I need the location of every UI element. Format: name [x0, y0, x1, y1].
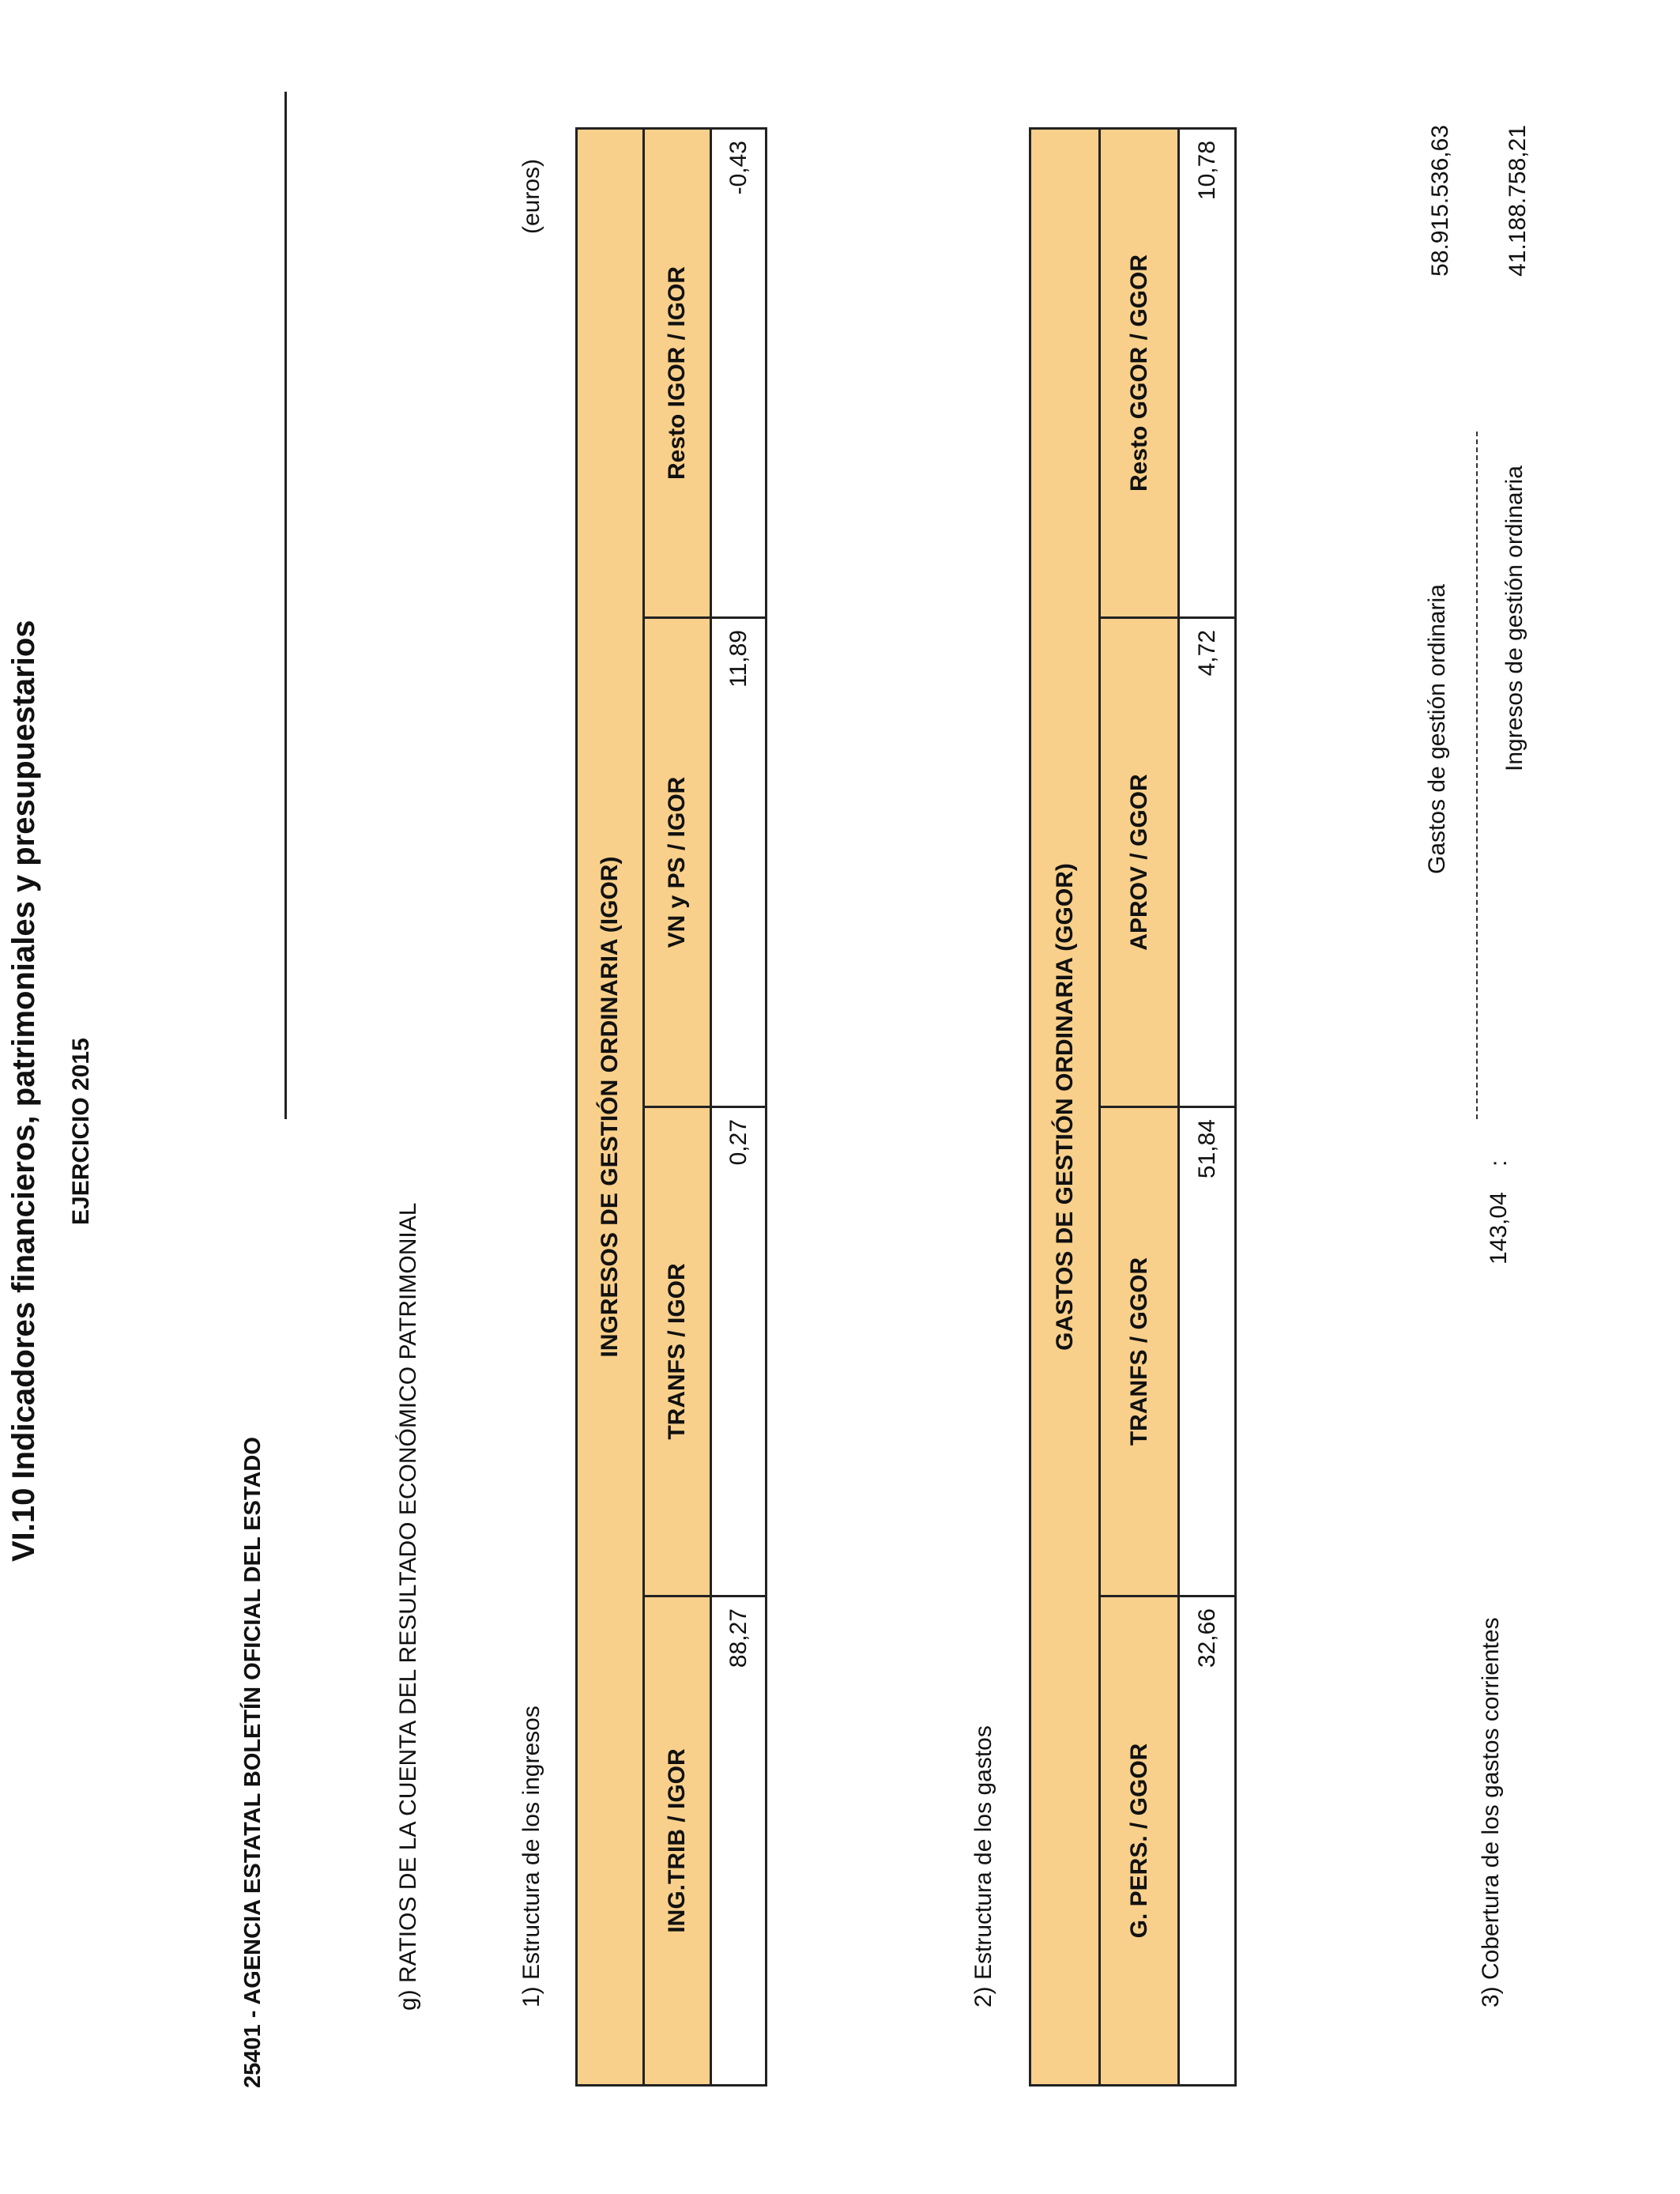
cobertura-label: 3) Cobertura de los gastos corrientes	[1478, 1617, 1504, 2007]
fraction-line	[1476, 432, 1478, 1119]
gastos-label: 2) Estructura de los gastos	[970, 1725, 996, 2007]
cobertura-separator: :	[1486, 1159, 1512, 1167]
page-subtitle: EJERCICIO 2015	[68, 1038, 94, 1225]
ingresos-col-header: Resto IGOR / IGOR	[644, 129, 711, 618]
ingresos-ratio-table	[575, 127, 767, 2087]
gastos-value: 32,66	[1179, 1596, 1236, 2086]
gastos-col-header: TRANFS / GGOR	[1100, 1107, 1179, 1596]
ingresos-col-header: ING.TRIB / IGOR	[644, 1596, 711, 2086]
ingresos-group-header: INGRESOS DE GESTIÓN ORDINARIA (IGOR)	[577, 129, 644, 2086]
ingresos-value: -0,43	[711, 129, 767, 618]
gastos-col-header: Resto GGOR / GGOR	[1100, 128, 1179, 617]
entity-name: 25401 - AGENCIA ESTATAL BOLETÍN OFICIAL DEL ESTADO	[240, 1437, 266, 2088]
ingresos-label: 1) Estructura de los ingresos	[518, 1706, 544, 2007]
gastos-value: 10,78	[1179, 128, 1236, 617]
ingresos-col-header: TRANFS / IGOR	[644, 1107, 711, 1596]
header-rule	[284, 92, 287, 1119]
ingresos-value: 11,89	[711, 618, 767, 1107]
gastos-value: 51,84	[1179, 1107, 1236, 1596]
ingresos-value: 88,27	[711, 1596, 767, 2086]
section-heading: g) RATIOS DE LA CUENTA DEL RESULTADO ECONÓMICO PATRIMONIAL	[395, 1202, 421, 2011]
gastos-ratio-table	[1029, 127, 1237, 2087]
gastos-col-header: APROV / GGOR	[1100, 618, 1179, 1107]
cobertura-denominator-label: Ingresos de gestión ordinaria	[1501, 466, 1527, 771]
currency-note: (euros)	[518, 158, 544, 234]
cobertura-value: 143,04	[1486, 1192, 1512, 1265]
cobertura-denominator-value: 41.188.758,21	[1505, 125, 1531, 277]
page-title: VI.10 Indicadores financieros, patrimoniales y presupuestarios	[6, 620, 41, 1562]
cobertura-numerator-label: Gastos de gestión ordinaria	[1424, 584, 1450, 874]
gastos-value: 4,72	[1179, 618, 1236, 1107]
gastos-group-header: GASTOS DE GESTIÓN ORDINARIA (GGOR)	[1030, 128, 1100, 2085]
ingresos-value: 0,27	[711, 1107, 767, 1596]
cobertura-numerator-value: 58.915.536,63	[1427, 125, 1453, 277]
gastos-col-header: G. PERS. / GGOR	[1100, 1596, 1179, 2086]
ingresos-col-header: VN y PS / IGOR	[644, 618, 711, 1107]
